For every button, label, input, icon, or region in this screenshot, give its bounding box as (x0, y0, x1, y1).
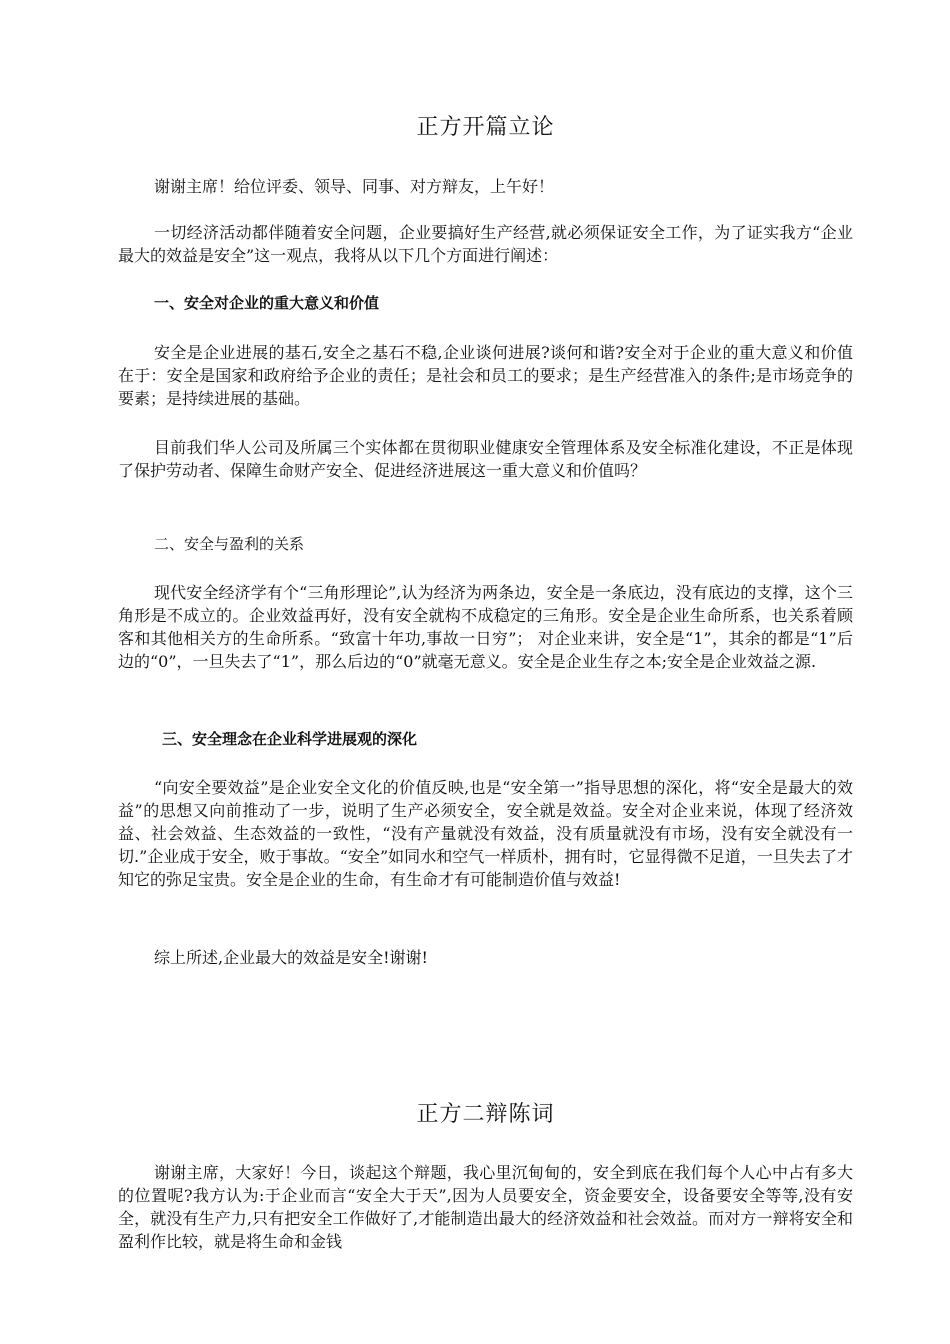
section1-greeting: 谢谢主席！给位评委、领导、同事、对方辩友，上午好！ (154, 177, 555, 196)
section1-paragraph-company: 目前我们华人公司及所属三个实体都在贯彻职业健康安全管理体系及安全标准化建设，不正是体现了保护劳动者、保障生命财产安全、促进经济进展这一重大意义和价值吗？ (118, 438, 853, 480)
section1-paragraph-significance: 安全是企业进展的基石,安全之基石不稳,企业谈何进展?谈何和谐?安全对于企业的重大意义和价值在于：安全是国家和政府给予企业的责任；是社会和员工的要求；是生产经营准入的条件;是市场竞争的要素；是持续进展的基础。 (118, 343, 853, 408)
section1-intro-paragraph: 一切经济活动都伴随着安全问题，企业要搞好生产经营,就必须保证安全工作，为了证实我方“企业最大的效益是安全”这一观点，我将从以下几个方面进行阐述： (118, 223, 853, 265)
section1-paragraph-culture: “向安全要效益”是企业安全文化的价值反映,也是“安全第一”指导思想的深化，将“安全是最大的效益”的思想又向前推动了一步，说明了生产必须安全，安全就是效益。安全对企业来说，体现了经济效益、社会效益、生态效益的一致性，“没有产量就没有效益，没有质量就没有市场，没有安全就没有一切.”企业成于安全，败于事故。“安全”如同水和空气一样质朴，拥有时，它显得微不足道，一旦失去了才知它的弥足宝贵。安全是企业的生命，有生命才有可能制造价值与效益! (118, 778, 853, 889)
section1-paragraph-triangle: 现代安全经济学有个“三角形理论”,认为经济为两条边，安全是一条底边，没有底边的支撑，这个三角形是不成立的。企业效益再好，没有安全就构不成稳定的三角形。安全是企业生命所系，也关系着顾客和其他相关方的生命所系。“致富十年功,事故一日穷”； 对企业来讲，安全是“1”，其余的都是“1”后边的“0”，一旦失去了“1”，那么后边的“0”就毫无意义。安全是企业生存之本;安全是企业效益之源. (118, 583, 853, 671)
section2-opening-paragraph: 谢谢主席，大家好！今日，谈起这个辩题，我心里沉甸甸的，安全到底在我们每个人心中占有多大的位置呢?我方认为:于企业而言“安全大于天”,因为人员要安全，资金要安全，设备要安全等等,没有安全，就没有生产力,只有把安全工作做好了,才能制造出最大的经济效益和社会效益。而对方一辩将安全和盈利作比较，就是将生命和金钱 (118, 1163, 853, 1251)
section2-title: 正方二辩陈词 (416, 1102, 555, 1127)
section1-heading-1: 一、安全对企业的重大意义和价值 (154, 294, 380, 312)
section1-heading-3: 三、安全理念在企业科学进展观的深化 (162, 730, 418, 748)
section1-conclusion: 综上所述,企业最大的效益是安全!谢谢! (154, 948, 428, 967)
section1-title: 正方开篇立论 (416, 115, 555, 140)
section1-heading-2: 二、安全与盈利的关系 (154, 535, 305, 553)
